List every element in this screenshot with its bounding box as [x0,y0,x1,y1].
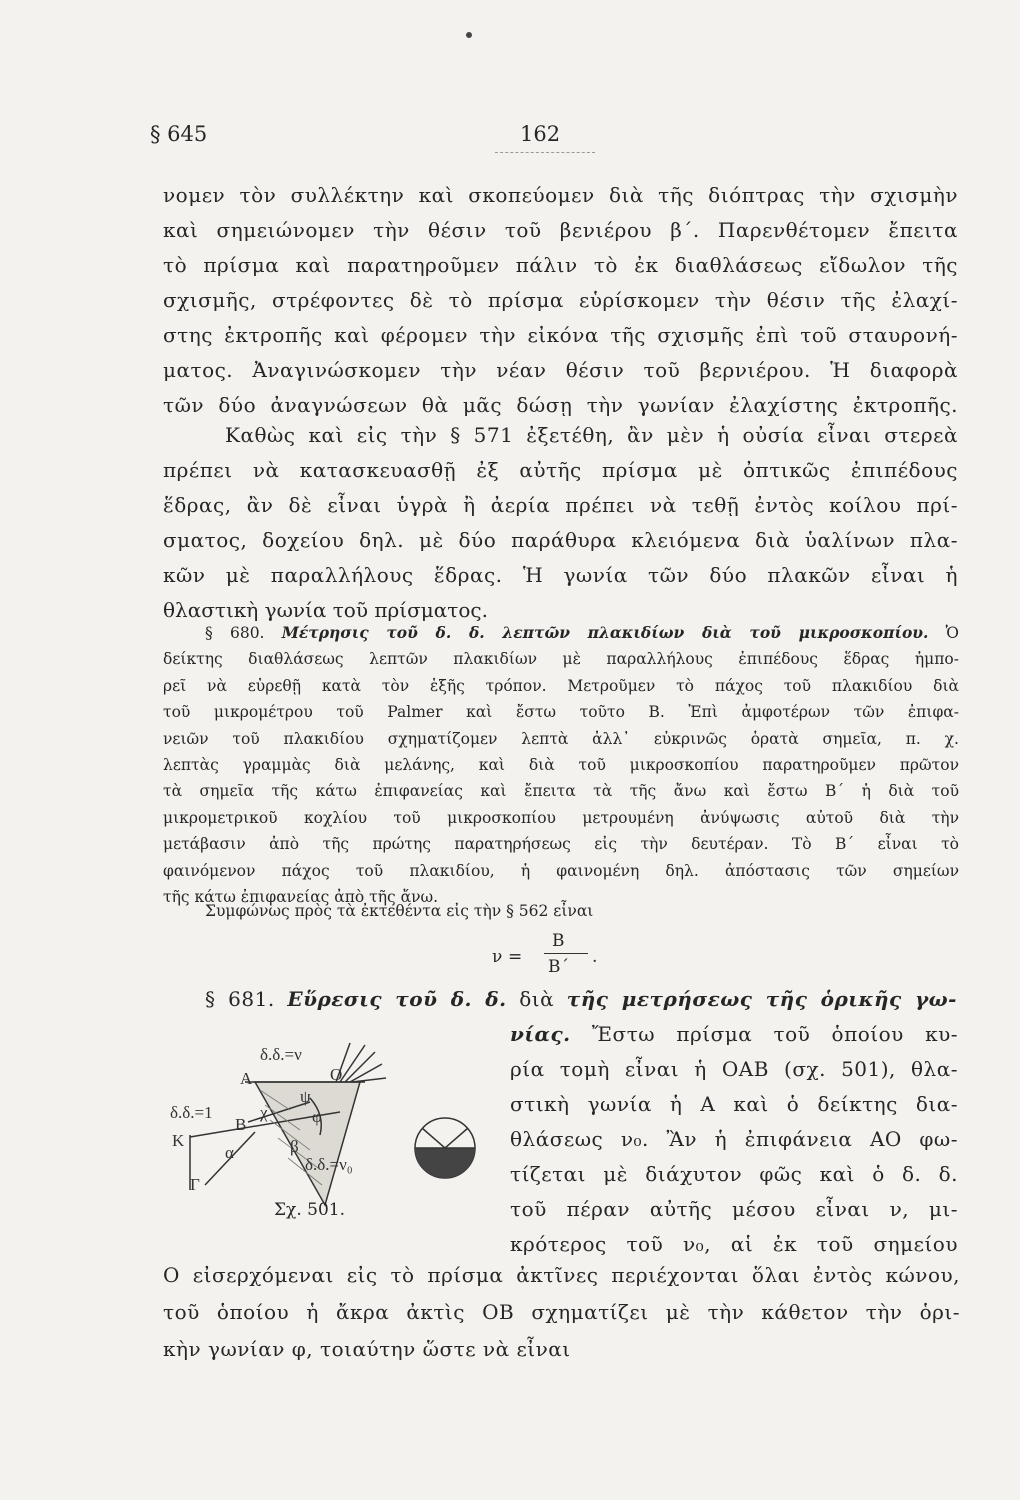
header-section-number: § 645 [150,122,208,146]
label-a: A [240,1069,253,1088]
label-dd-nu: δ.δ.=ν [260,1045,302,1064]
text-line: ἕδρας, ἂν δὲ εἶναι ὑγρὰ ἢ ἀερία πρέπει νὰ τεθῇ ἐντὸς κοίλου πρί- [163,493,958,517]
label-phi: φ [312,1107,322,1126]
section-681-body [510,1017,958,1262]
text-line: φαινόμενον πάχος τοῦ πλακιδίου, ἡ φαινομένη δηλ. ἀπόστασις τῶν σημείων [163,861,959,880]
text-line: τῶν δύο ἀναγνώσεων θὰ μᾶς δώσῃ τὴν γωνίαν ἐλαχίστης ἐκτροπῆς. [163,393,958,417]
text-line: Ἔστω πρίσμα τοῦ ὁποίου κυ- [591,1022,959,1046]
text-line: σματος, δοχείου δηλ. μὲ δύο παράθυρα κλειόμενα διὰ ὑαλίνων πλα- [163,528,958,552]
text-line: Ο εἰσερχόμεναι εἰς τὸ πρίσμα ἀκτῖνες περιέχονται ὅλαι ἐντὸς κώνου, [163,1263,960,1287]
section-680-first-word: Ὁ [945,624,959,642]
text-line: τῆς κάτω ἐπιφανείας ἀπὸ τῆς ἄνω. [163,888,439,907]
text-line: κὴν γωνίαν φ, τοιαύτην ὥστε νὰ εἶναι [163,1337,571,1361]
figure-caption: Σχ. 501. [274,1200,345,1220]
label-beta: β [290,1137,299,1156]
text-line: νειῶν τοῦ πλακιδίου σχηματίζομεν λεπτὰ ἀλλ᾽ εὐκρινῶς ὁρατὰ σημεῖα, π. χ. [163,729,959,748]
text-line: στης ἐκτροπῆς καὶ φέρομεν τὴν εἰκόνα τῆς σχισμῆς ἐπὶ τοῦ σταυρονή- [163,323,958,347]
label-gamma: Γ [190,1175,200,1194]
label-dd-nu0: δ.δ.=ν₀ [305,1155,353,1174]
page-number: 162 [520,122,561,146]
label-b: B [235,1115,247,1134]
section-680-title: Μέτρησις τοῦ δ. δ. λεπτῶν πλακιδίων διὰ τοῦ μικροσκοπίου. [281,623,929,642]
section-681-number: § 681. [205,987,275,1011]
formula-numerator: Β [552,931,565,951]
label-psi: ψ [300,1087,311,1106]
text-line: κρότερος τοῦ ν₀, αἱ ἐκ τοῦ σημείου [510,1232,958,1256]
closing-paragraph [163,1257,960,1368]
text-line: τοῦ πέραν αὐτῆς μέσου εἶναι ν, μι- [510,1197,958,1221]
formula-end: . [592,947,598,967]
section-681-heading [205,982,957,1017]
text-line: ρία τομὴ εἶναι ἡ ΟΑΒ (σχ. 501), θλα- [510,1057,958,1081]
section-680-heading [205,620,959,646]
formula-lhs: ν [492,947,503,967]
section-681-title-rest: τῆς μετρήσεως τῆς ὁρικῆς γω- [566,987,957,1011]
print-mark [466,32,472,38]
text-line: πρέπει νὰ κατασκευασθῇ ἐξ αὐτῆς πρίσμα μὲ ὀπτικῶς ἐπιπέδους [163,458,958,482]
page-number-underline [495,152,595,153]
label-alpha: α [225,1143,234,1162]
formula-denominator: Β΄ [548,957,569,977]
text-line: τίζεται μὲ διάχυτον φῶς καὶ ὁ δ. δ. [510,1162,958,1186]
text-line: τοῦ μικρομέτρου τοῦ Palmer καὶ ἔστω τοῦτο Β. Ἐπὶ ἀμφοτέρων τῶν ἐπιφα- [163,703,959,722]
text-line: τὰ σημεῖα τῆς κάτω ἐπιφανείας καὶ ἔπειτα τὰ τῆς ἄνω καὶ ἔστω Β΄ ἡ διὰ τοῦ [163,782,959,801]
prism-figure-501 [160,1040,500,1215]
page-header [150,122,950,162]
field-of-view-circle [415,1118,475,1178]
text-line: νομεν τὸν συλλέκτην καὶ σκοπεύομεν διὰ τῆς διόπτρας τὴν σχισμὴν [163,183,958,207]
section-680-number: § 680. [205,624,265,642]
refraction-formula [492,931,622,985]
section-681-heading-line [205,982,957,1017]
label-o: O [330,1065,343,1084]
text-line: καὶ σημειώνομεν τὴν θέσιν τοῦ βενιέρου β΄. Παρενθέτομεν ἔπειτα [163,218,958,242]
label-dd-one: δ.δ.=1 [170,1103,213,1122]
text-line: μετάβασιν ἀπὸ τῆς πρώτης παρατηρήσεως εἰς τὴν δευτέραν. Τὸ Β΄ εἶναι τὸ [163,835,959,854]
according-line [205,898,705,924]
formula-equals: = [508,947,523,967]
paragraph-1 [163,178,958,423]
text-line: δείκτης διαθλάσεως λεπτῶν πλακιδίων μὲ παραλλήλους ἐπιπέδους ἕδρας ἡμπο- [163,650,959,669]
text-line: θλαστικὴ γωνία τοῦ πρίσματος. [163,598,488,622]
section-681-title-plain: διὰ [519,987,555,1011]
section-681-title-line2: νίας. [510,1022,571,1046]
label-k: K [172,1131,185,1150]
text-line: Καθὼς καὶ εἰς τὴν § 571 ἐξετέθη, ἂν μὲν ἡ οὐσία εἶναι στερεὰ [225,423,958,447]
text-line: ματος. Ἀναγινώσκομεν τὴν νέαν θέσιν τοῦ βερνιέρου. Ἡ διαφορὰ [163,358,958,382]
text-line: κῶν μὲ παραλλήλους ἕδρας. Ἡ γωνία τῶν δύο πλακῶν εἶναι ἡ [163,563,958,587]
text-line: μικρομετρικοῦ κοχλίου τοῦ μικροσκοπίου μετρουμένη ἀνύψωσις αὐτοῦ διὰ τὴν [163,808,959,827]
text-line: λεπτὰς γραμμὰς διὰ μελάνης, καὶ διὰ τοῦ μικροσκοπίου παρατηροῦμεν πρῶτον [163,756,959,775]
section-681-title: Εὕρεσις τοῦ δ. δ. [287,987,507,1011]
paragraph-2 [163,418,958,628]
text-line: Συμφώνως πρὸς τὰ ἐκτεθέντα εἰς τὴν § 562 εἶναι [205,902,594,920]
text-line: θλάσεως ν₀. Ἂν ἡ ἐπιφάνεια ΑΟ φω- [510,1127,958,1151]
fraction-bar [544,953,588,954]
text-line: στικὴ γωνία ἡ Α καὶ ὁ δείκτης δια- [510,1092,958,1116]
text-line: σχισμῆς, στρέφοντες δὲ τὸ πρίσμα εὑρίσκομεν τὴν θέσιν τῆς ἐλαχί- [163,288,958,312]
prism-diagram [190,1043,386,1205]
text-line: τὸ πρίσμα καὶ παρατηροῦμεν πάλιν τὸ ἐκ διαθλάσεως εἴδωλον τῆς [163,253,958,277]
section-681-line-2 [510,1017,958,1052]
label-chi: χ [260,1103,268,1122]
text-line: ρεῖ νὰ εὑρεθῇ κατὰ τὸν ἑξῆς τρόπον. Μετροῦμεν τὸ πάχος τοῦ πλακιδίου διὰ [163,676,959,695]
text-line: τοῦ ὁποίου ἡ ἄκρα ἀκτὶς ΟΒ σχηματίζει μὲ τὴν κάθετον τὴν ὁρι- [163,1300,960,1324]
section-680 [163,620,959,910]
